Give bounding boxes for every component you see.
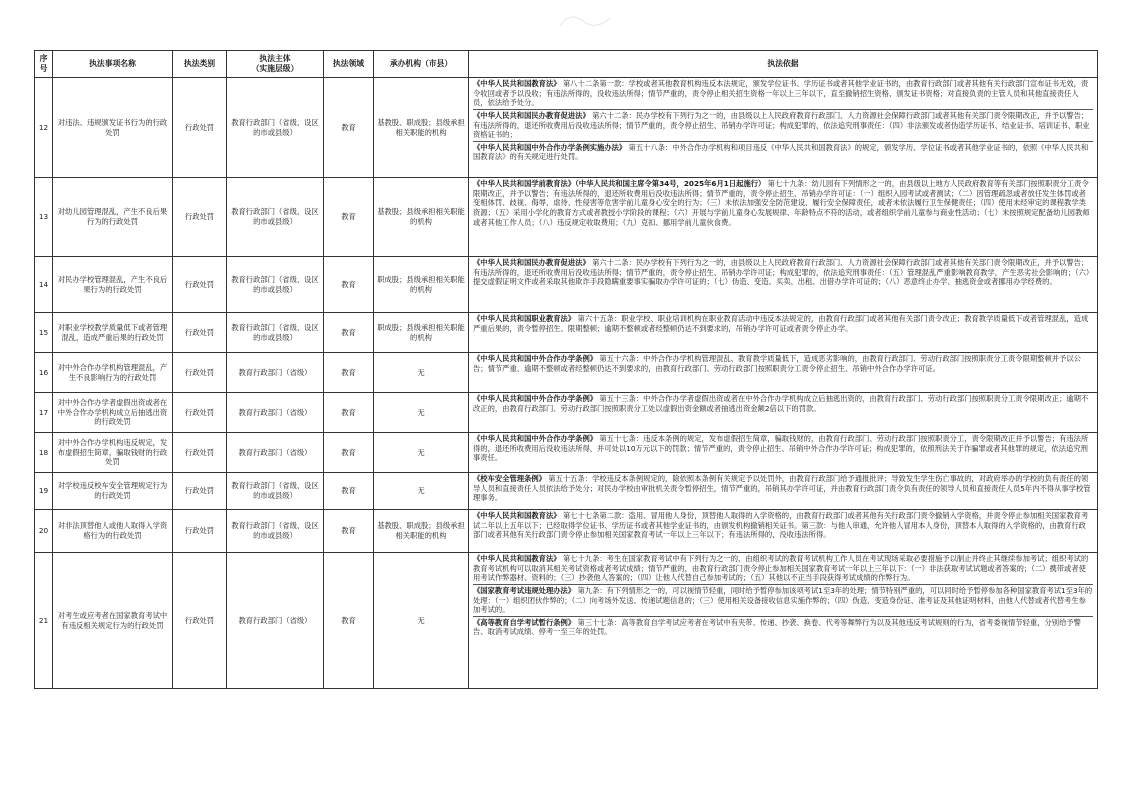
- basis-clause: [473, 354, 1093, 374]
- law-title: 《中华人民共和国中外合作办学条例》: [473, 434, 598, 443]
- law-title: 《中华人民共和国学前教育法》（中华人民共和国主席令第34号，2025年6月1日起施行）: [473, 179, 766, 188]
- basis-clause: [473, 511, 1093, 541]
- row-seq-cell: 14: [35, 257, 53, 313]
- law-title: 《中华人民共和国教育法》: [473, 511, 561, 520]
- law-text: 第五十七条：违反本条例的规定，发布虚假招生简章，骗取钱财的，由教育行政部门、劳动行政部门按照职责分工，责令限期改正并予以警告；有违法所得的，退还所收费用后没收违法所得，并可处以10万元以下的罚款；情节严重的，责令停止招生、吊销中外合作办学许可证；构成犯罪的，依照刑法关于诈骗罪或者其他罪的规定，依法追究刑事责任。: [473, 434, 1089, 463]
- row-org-cell: 无: [374, 433, 469, 473]
- row-category-cell: 行政处罚: [173, 433, 227, 473]
- table-row: [35, 510, 1098, 553]
- row-field-cell: 教育: [324, 353, 374, 393]
- row-category-cell: 行政处罚: [173, 510, 227, 553]
- law-title: 《校车安全管理条例》: [473, 474, 546, 483]
- law-text: 第七十九条：考生在国家教育考试中有下列行为之一的，由组织考试的教育考试机构工作人员在考试现场采取必要措施予以制止并终止其继续参加考试；组织考试的教育考试机构可以取消其相关考试资格或者考试成绩；情节严重的，由教育行政部门责令停止参加相关国家教育考试一年以上三年以下：（一）非法获取考试试题或者答案的；（二）携带或者使用考试作弊器材、资料的；（三）抄袭他人答案的；（四）让他人代替自己参加考试的；（五）其他以不正当手段获得考试成绩的作弊行为。: [473, 554, 1089, 583]
- row-field-cell: 教育: [324, 313, 374, 353]
- enforcement-table-page: [34, 50, 1097, 689]
- row-item-name-cell: 对学校违反校车安全管理规定行为的行政处罚: [53, 473, 173, 510]
- law-text: 第三十七条：高等教育自学考试应考者在考试中有夹带、传递、抄袭、换卷、代考等舞弊行为以及其他违反考试规则的行为，省考委视情节轻重，分别给予警告、取消考试成绩、停考一至三年的处罚。: [473, 617, 1081, 637]
- law-title: 《中华人民共和国民办教育促进法》: [473, 110, 590, 120]
- table-row: [35, 257, 1098, 313]
- basis-clause: [473, 179, 1093, 228]
- row-field-cell: 教育: [324, 257, 374, 313]
- row-org-cell: 基教股；县级承担相关职能的机构: [374, 178, 469, 257]
- row-subject-cell: 教育行政部门（省级、设区的市或县级）: [227, 473, 324, 510]
- law-title: 《中华人民共和国教育法》: [473, 554, 561, 563]
- law-text: 第五十六条：中外合作办学机构管理混乱、教育教学质量低下，造成恶劣影响的，由教育行政部门、劳动行政部门按照职责分工责令限期整顿并予以公告；情节严重、逾期不整顿或者经整顿仍达不到要求的，由教育行政部门、劳动行政部门按照职责分工责令停止招生、吊销中外合作办学许可证。: [473, 354, 1081, 373]
- table-row: [35, 473, 1098, 510]
- law-text: 第六十二条：民办学校有下列行为之一的，由县级以上人民政府教育行政部门、人力资源社会保障行政部门或者其他有关部门责令限期改正，并予以警告；有违法所得的，退还所收费用后没收违法所得；情节严重的，责令停止招生、吊销办学许可证；构成犯罪的，依法追究刑事责任：（五）管理混乱严重影响教育教学，产生恶劣社会影响的；（六）提交虚假证明文件或者采取其他欺诈手段隐瞒重要事实骗取办学许可证的；（七）伪造、变造、买卖、出租、出借办学许可证的；（八）恶意终止办学、抽逃资金或者挪用办学经费的。: [473, 258, 1090, 287]
- basis-clause: [473, 554, 1093, 585]
- law-text: 第八十二条第一款：学校或者其他教育机构违反本法规定，颁发学位证书、学历证书或者其他学业证书的，由教育行政部门或者其他有关行政部门宣布证书无效，责令收回或者予以没收；有违法所得的，没收违法所得；情节严重的，责令停止相关招生资格一年以上三年以下，直至撤销招生资格、颁发证书资格；对直接负责的主管人员和其他直接责任人员，依法给予处分。: [473, 79, 1089, 108]
- row-org-cell: 无: [374, 473, 469, 510]
- row-seq-cell: 12: [35, 78, 53, 178]
- basis-clause: [473, 586, 1093, 617]
- table-row: [35, 178, 1098, 257]
- basis-clause: [473, 314, 1093, 334]
- row-basis-cell: [469, 553, 1098, 689]
- law-text: 第七十九条：幼儿园有下列情形之一的，由县级以上地方人民政府教育等有关部门按照职责分工责令限期改正，并予以警告；有违法所得的，退还所收费用后没收违法所得；情节严重的，责令停止招生、吊销办学许可证：（一）组织入园考试或者测试；（二）因管理疏忽或者放任发生体罚或者变相体罚、歧视、侮辱、虐待、性侵害等危害学前儿童身心安全的行为；（三）未依法加强安全防范建设、履行安全保障责任，或者未依法履行卫生保健责任；（四）使用未经审定的课程教学类资源；（五）采用小学化的教育方式或者教授小学阶段的课程；（六）开展与学前儿童身心发展规律、年龄特点不符的活动，或者组织学前儿童参与商业性活动；（七）未按照规定配备幼儿园教师或者其他工作人员；（八）违反规定收取费用；（九）克扣、挪用学前儿童伙食费。: [473, 179, 1090, 227]
- stamp-smudge-decoration: [555, 6, 615, 36]
- row-org-cell: 职成股；县级承担相关职能的机构: [374, 257, 469, 313]
- row-field-cell: 教育: [324, 433, 374, 473]
- row-subject-cell: 教育行政部门（省级、设区的市或县级）: [227, 257, 324, 313]
- row-basis-cell: [469, 473, 1098, 510]
- law-title: 《中华人民共和国中外合作办学条例》: [473, 394, 598, 403]
- row-item-name-cell: 对中外合作办学机构管理混乱，产生不良影响行为的行政处罚: [53, 353, 173, 393]
- row-org-cell: 基教股、职成股；县级承担相关职能的机构: [374, 510, 469, 553]
- header-item-name: 执法事项名称: [53, 51, 173, 78]
- basis-clause: [473, 143, 1093, 163]
- row-org-cell: 无: [374, 393, 469, 433]
- row-category-cell: 行政处罚: [173, 313, 227, 353]
- row-item-name-cell: 对中外合作办学者虚假出资或者在中外合作办学机构成立后抽逃出资的行政处罚: [53, 393, 173, 433]
- law-title: 《中华人民共和国职业教育法》: [473, 314, 576, 323]
- table-row: [35, 78, 1098, 178]
- header-basis: 执法依据: [469, 51, 1098, 78]
- row-subject-cell: 教育行政部门（省级）: [227, 393, 324, 433]
- row-org-cell: 基教股、职成股；县级承担相关职能的机构: [374, 78, 469, 178]
- row-field-cell: 教育: [324, 510, 374, 553]
- row-seq-cell: 16: [35, 353, 53, 393]
- law-text: 第六十五条：职业学校、职业培训机构在职业教育活动中违反本法规定的，由教育行政部门或者其他有关部门责令改正；教育教学质量低下或者管理混乱，造成严重后果的，责令暂停招生、限期整顿；逾期不整顿或者经整顿仍达不到要求的，吊销办学许可证或者责令停止办学。: [473, 314, 1089, 333]
- basis-clause: [473, 79, 1093, 110]
- row-category-cell: 行政处罚: [173, 78, 227, 178]
- row-item-name-cell: 对民办学校管理混乱，产生不良后果行为的行政处罚: [53, 257, 173, 313]
- law-text: 第七十七条第二款：盗用、冒用他人身份，顶替他人取得的入学资格的，由教育行政部门或者其他有关行政部门责令撤销入学资格，并责令停止参加相关国家教育考试二年以上五年以下；已经取得学位证书、学历证书或者其他学业证书的，由颁发机构撤销相关证书。第三款：与他人串通，允许他人冒用本人身份，顶替本人取得的入学资格的，由教育行政部门或者其他有关行政部门责令停止参加相关国家教育考试一年以上三年以下；有违法所得的，没收违法所得。: [473, 511, 1089, 540]
- row-basis-cell: [469, 433, 1098, 473]
- row-subject-cell: 教育行政部门（省级）: [227, 353, 324, 393]
- law-title: 《高等教育自学考试暂行条例》: [473, 617, 576, 627]
- row-subject-cell: 教育行政部门（省级、设区的市或县级）: [227, 78, 324, 178]
- row-basis-cell: [469, 393, 1098, 433]
- basis-clause: [473, 474, 1093, 504]
- row-subject-cell: 教育行政部门（省级、设区的市或县级）: [227, 510, 324, 553]
- law-title: 《中华人民共和国民办教育促进法》: [473, 258, 590, 267]
- law-text: 第五十三条：中外合作办学者虚假出资或者在中外合作办学机构成立后抽逃出资的，由教育行政部门、劳动行政部门按照职责分工责令限期改正；逾期不改正的，由教育行政部门、劳动行政部门按照职责分工处以虚假出资金额或者抽逃出资金额2倍以下的罚款。: [473, 394, 1089, 413]
- row-item-name-cell: 对职业学校教学质量低下或者管理混乱，造成严重后果的行政处罚: [53, 313, 173, 353]
- table-row: [35, 553, 1098, 689]
- row-item-name-cell: 对幼儿园管理混乱，产生不良后果行为的行政处罚: [53, 178, 173, 257]
- law-text: 第五十八条：中外合作办学机构和项目违反《中华人民共和国教育法》的规定，颁发学历、学位证书或者其他学业证书的，依照《中华人民共和国教育法》的有关规定进行处罚。: [473, 142, 1089, 162]
- row-category-cell: 行政处罚: [173, 178, 227, 257]
- row-org-cell: 无: [374, 553, 469, 689]
- row-seq-cell: 19: [35, 473, 53, 510]
- row-seq-cell: 17: [35, 393, 53, 433]
- row-basis-cell: [469, 510, 1098, 553]
- row-field-cell: 教育: [324, 553, 374, 689]
- enforcement-items-table: [34, 50, 1098, 689]
- row-seq-cell: 20: [35, 510, 53, 553]
- row-category-cell: 行政处罚: [173, 353, 227, 393]
- row-basis-cell: [469, 257, 1098, 313]
- law-title: 《中华人民共和国教育法》: [473, 79, 561, 88]
- row-subject-cell: 教育行政部门（省级）: [227, 553, 324, 689]
- row-basis-cell: [469, 313, 1098, 353]
- basis-clause: [473, 618, 1093, 638]
- row-subject-cell: 教育行政部门（省级、设区的市或县级）: [227, 178, 324, 257]
- row-seq-cell: 18: [35, 433, 53, 473]
- header-seq: 序号: [35, 51, 53, 78]
- table-header-row: [35, 51, 1098, 78]
- row-basis-cell: [469, 178, 1098, 257]
- law-text: 第五十五条：学校违反本条例规定的，除依照本条例有关规定予以处罚外，由教育行政部门给予通报批评；导致发生学生伤亡事故的，对政府举办的学校的负有责任的领导人员和直接责任人员依法给予处分；对民办学校由审批机关责令暂停招生，情节严重的，吊销其办学许可证，并由教育行政部门责令负有责任的领导人员和直接责任人员5年内不得从事学校管理事务。: [473, 474, 1091, 503]
- header-category: 执法类别: [173, 51, 227, 78]
- row-org-cell: 职成股；县级承担相关职能的机构: [374, 313, 469, 353]
- law-text: 第六十二条：民办学校有下列行为之一的，由县级以上人民政府教育行政部门、人力资源社会保障行政部门或者其他有关部门责令限期改正，并予以警告；有违法所得的，退还所收费用后没收违法所得；情节严重的，责令停止招生、吊销办学许可证；构成犯罪的，依法追究刑事责任：（四）非法颁发或者伪造学历证书、结业证书、培训证书、职业资格证书的；: [473, 110, 1090, 140]
- row-subject-cell: 教育行政部门（省级、设区的市或县级）: [227, 313, 324, 353]
- law-text: 第九条：有下列情形之一的，可以视情节轻重，同时给予暂停参加该项考试1至3年的处理；情节特别严重的，可以同时给予暂停参加各种国家教育考试1至3年的处理：（一）组织团伙作弊的；（二）向考场外发送、传递试题信息的；（三）使用相关设备接收信息实施作弊的；（四）伪造、变造身份证、准考证及其他证明材料，由他人代替或者代替考生参加考试的。: [473, 585, 1093, 615]
- row-category-cell: 行政处罚: [173, 257, 227, 313]
- header-org: 承办机构（市县）: [374, 51, 469, 78]
- row-item-name-cell: 对非法顶替他人或他人取得入学资格行为的行政处罚: [53, 510, 173, 553]
- row-seq-cell: 13: [35, 178, 53, 257]
- row-seq-cell: 15: [35, 313, 53, 353]
- row-category-cell: 行政处罚: [173, 393, 227, 433]
- row-basis-cell: [469, 78, 1098, 178]
- row-item-name-cell: 对中外合作办学机构违反规定，发布虚假招生简章，骗取钱财的行政处罚: [53, 433, 173, 473]
- basis-clause: [473, 434, 1093, 464]
- row-seq-cell: 21: [35, 553, 53, 689]
- law-title: 《中华人民共和国中外合作办学条例实施办法》: [473, 142, 627, 152]
- row-field-cell: 教育: [324, 178, 374, 257]
- row-field-cell: 教育: [324, 78, 374, 178]
- row-category-cell: 行政处罚: [173, 553, 227, 689]
- basis-clause: [473, 258, 1093, 288]
- row-basis-cell: [469, 353, 1098, 393]
- header-field: 执法领域: [324, 51, 374, 78]
- row-field-cell: 教育: [324, 473, 374, 510]
- row-org-cell: 无: [374, 353, 469, 393]
- table-row: [35, 433, 1098, 473]
- row-category-cell: 行政处罚: [173, 473, 227, 510]
- law-title: 《国家教育考试违规处理办法》: [473, 585, 576, 595]
- table-row: [35, 393, 1098, 433]
- basis-clause: [473, 394, 1093, 414]
- basis-clause: [473, 111, 1093, 142]
- law-title: 《中华人民共和国中外合作办学条例》: [473, 354, 598, 363]
- row-field-cell: 教育: [324, 393, 374, 433]
- row-item-name-cell: 对考生或应考者在国家教育考试中有违反相关规定行为的行政处罚: [53, 553, 173, 689]
- row-subject-cell: 教育行政部门（省级）: [227, 433, 324, 473]
- table-row: [35, 353, 1098, 393]
- table-row: [35, 313, 1098, 353]
- header-subject: 执法主体 （实施层级）: [227, 51, 324, 78]
- row-item-name-cell: 对违法、违规颁发证书行为的行政处罚: [53, 78, 173, 178]
